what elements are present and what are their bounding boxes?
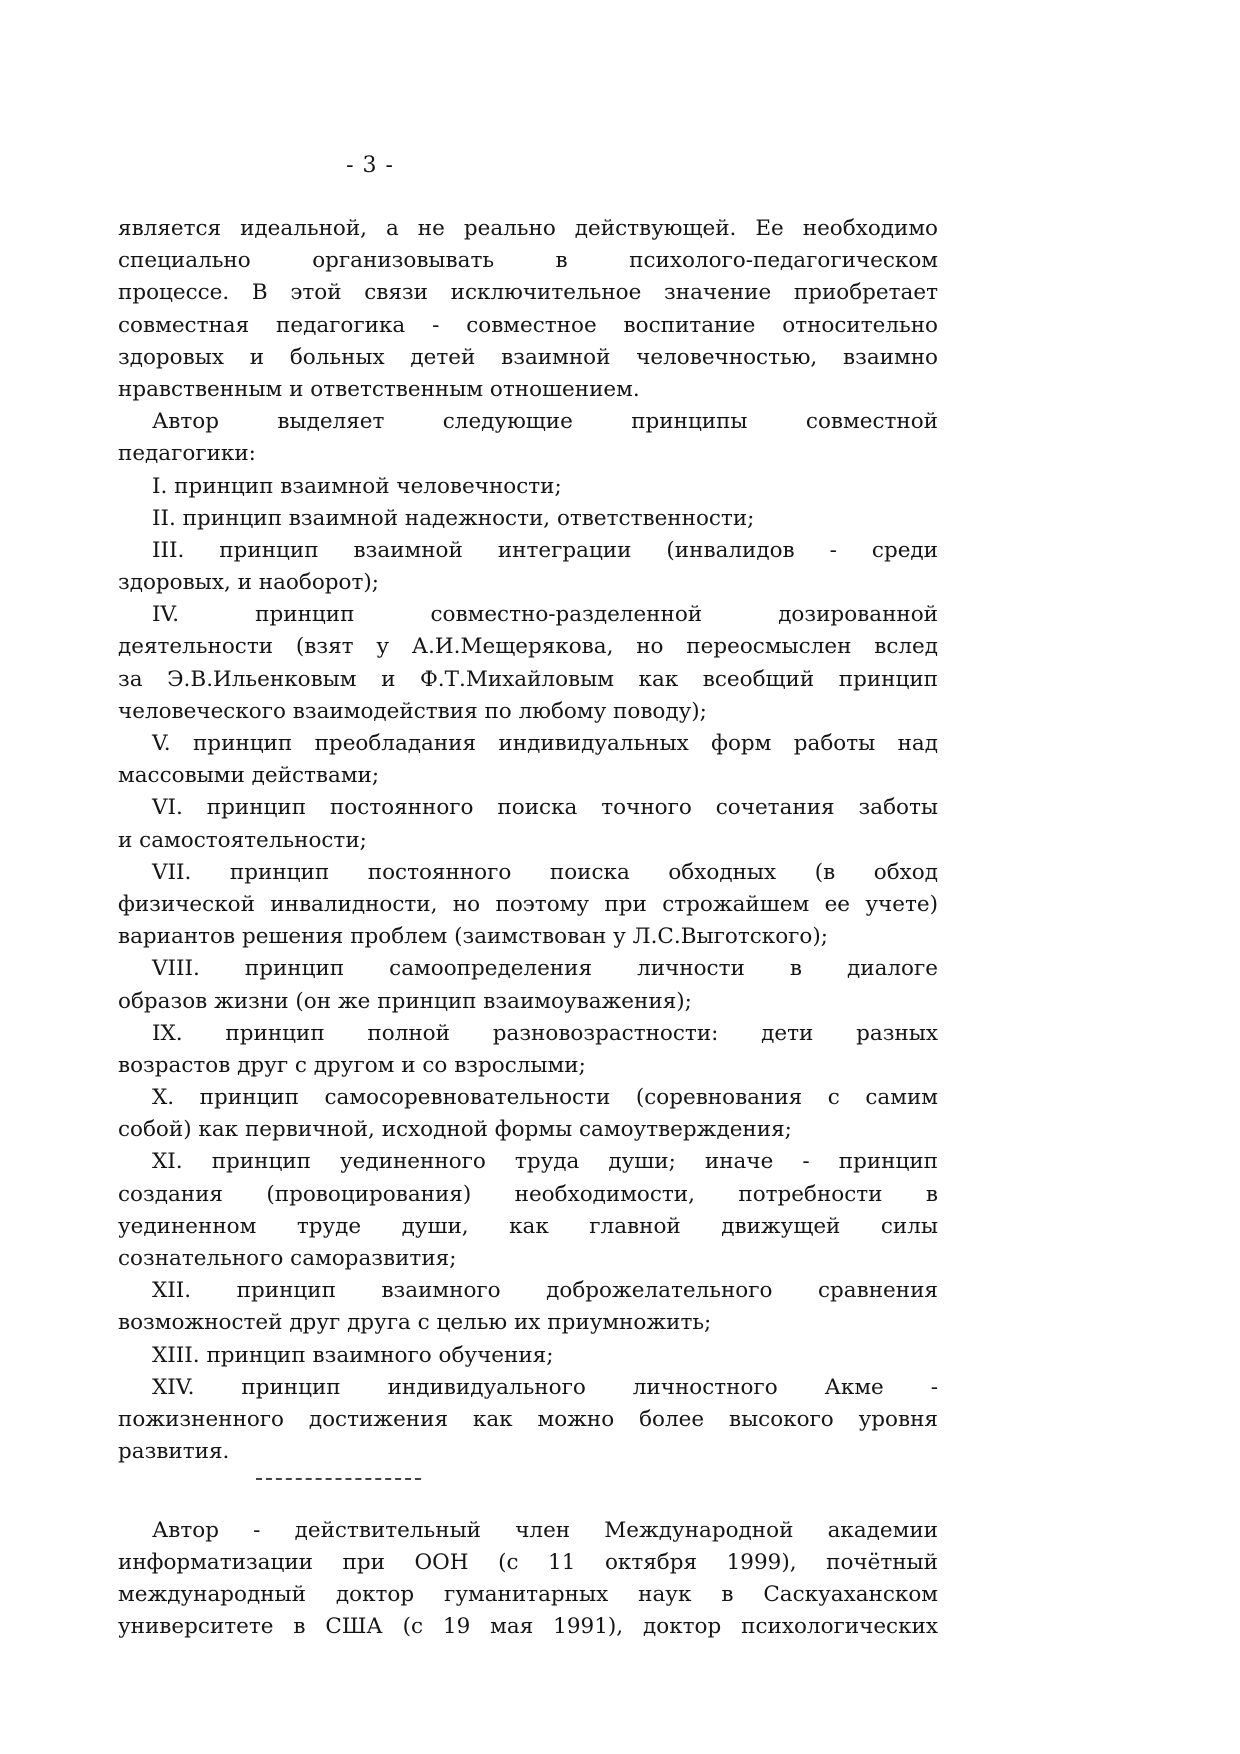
principle-item: VIII. принцип самоопределения личности в диалоге bbox=[152, 956, 938, 982]
text-line: и самостоятельности; bbox=[118, 827, 367, 853]
text-line: развития. bbox=[118, 1439, 230, 1465]
text-line: физической инвалидности, но поэтому при строжайшем ее учете) bbox=[118, 891, 938, 917]
main-text bbox=[118, 213, 938, 1643]
principle-item: VII. принцип постоянного поиска обходных (в обход bbox=[152, 859, 938, 885]
text-line: сознательного саморазвития; bbox=[118, 1246, 457, 1271]
text-line: деятельности (взят у А.И.Мещерякова, но переосмыслен вслед bbox=[118, 634, 938, 660]
footnote-line: университете в США (с 19 мая 1991), доктор психологических bbox=[118, 1614, 938, 1640]
text-line: пожизненного достижения как можно более высокого уровня bbox=[118, 1406, 938, 1432]
footnote-separator bbox=[118, 1468, 938, 1500]
text-line: образов жизни (он же принцип взаимоуважения); bbox=[118, 988, 692, 1014]
text-line: возрастов друг с другом и со взрослыми; bbox=[118, 1052, 586, 1078]
text-line: создания (провоцирования) необходимости, потребности в bbox=[118, 1181, 938, 1207]
text-line: массовыми действами; bbox=[118, 763, 380, 789]
principle-item: V. принцип преобладания индивидуальных форм работы над bbox=[152, 731, 938, 756]
text-line: возможностей друг друга с целью их приумножить; bbox=[118, 1310, 712, 1336]
text-line: процессе. В этой связи исключительное значение приобретает bbox=[118, 280, 938, 306]
separator-line bbox=[256, 1478, 421, 1480]
principle-item: XI. принцип уединенного труда души; иначе - принцип bbox=[152, 1149, 938, 1175]
principle-item: III. принцип взаимной интеграции (инвалидов - среди bbox=[152, 537, 938, 563]
principle-item: II. принцип взаимной надежности, ответственности; bbox=[152, 505, 755, 531]
text-line: специально организовывать в психолого-педагогическом bbox=[118, 248, 938, 274]
text-line: человеческого взаимодействия по любому поводу); bbox=[118, 698, 707, 724]
footnote bbox=[118, 1515, 938, 1644]
principle-item: IV. принцип совместно-разделенной дозированной bbox=[152, 602, 938, 628]
principle-item: I. принцип взаимной человечности; bbox=[152, 473, 562, 499]
text-line: нравственным и ответственным отношением. bbox=[118, 376, 640, 402]
principle-item: XIV. принцип индивидуального личностного Акме - bbox=[152, 1374, 938, 1400]
text-line: за Э.В.Ильенковым и Ф.Т.Михайловым как всеобщий принцип bbox=[118, 666, 938, 692]
page-number: - 3 - bbox=[346, 153, 394, 178]
principle-item: IX. принцип полной разновозрастности: дети разных bbox=[152, 1020, 938, 1046]
text-line: является идеальной, а не реально действующей. Ее необходимо bbox=[118, 216, 938, 241]
text-line: совместная педагогика - совместное воспитание относительно bbox=[118, 312, 938, 338]
text-line: здоровых и больных детей взаимной человечностью, взаимно bbox=[118, 344, 938, 370]
footnote-line: Автор - действительный член Международной академии bbox=[152, 1517, 938, 1543]
text-line: уединенном труде души, как главной движущей силы bbox=[118, 1213, 938, 1239]
text-line: педагогики: bbox=[118, 441, 256, 467]
text-line: здоровых, и наоборот); bbox=[118, 570, 380, 596]
footnote-line: международный доктор гуманитарных наук в Саскуаханском bbox=[118, 1581, 938, 1607]
text-line: вариантов решения проблем (заимствован у Л.С.Выготского); bbox=[118, 924, 828, 950]
principle-item: XIII. принцип взаимного обучения; bbox=[152, 1342, 554, 1368]
footnote-line: информатизации при ООН (с 11 октября 1999), почётный bbox=[118, 1549, 938, 1575]
text-line: собой) как первичной, исходной формы самоутверждения; bbox=[118, 1117, 792, 1143]
principle-item: X. принцип самосоревновательности (соревнования с самим bbox=[152, 1085, 938, 1111]
principle-item: VI. принцип постоянного поиска точного сочетания заботы bbox=[152, 795, 938, 821]
text-line: Автор выделяет следующие принципы совместной bbox=[152, 409, 938, 435]
principle-item: XII. принцип взаимного доброжелательного сравнения bbox=[152, 1278, 938, 1304]
